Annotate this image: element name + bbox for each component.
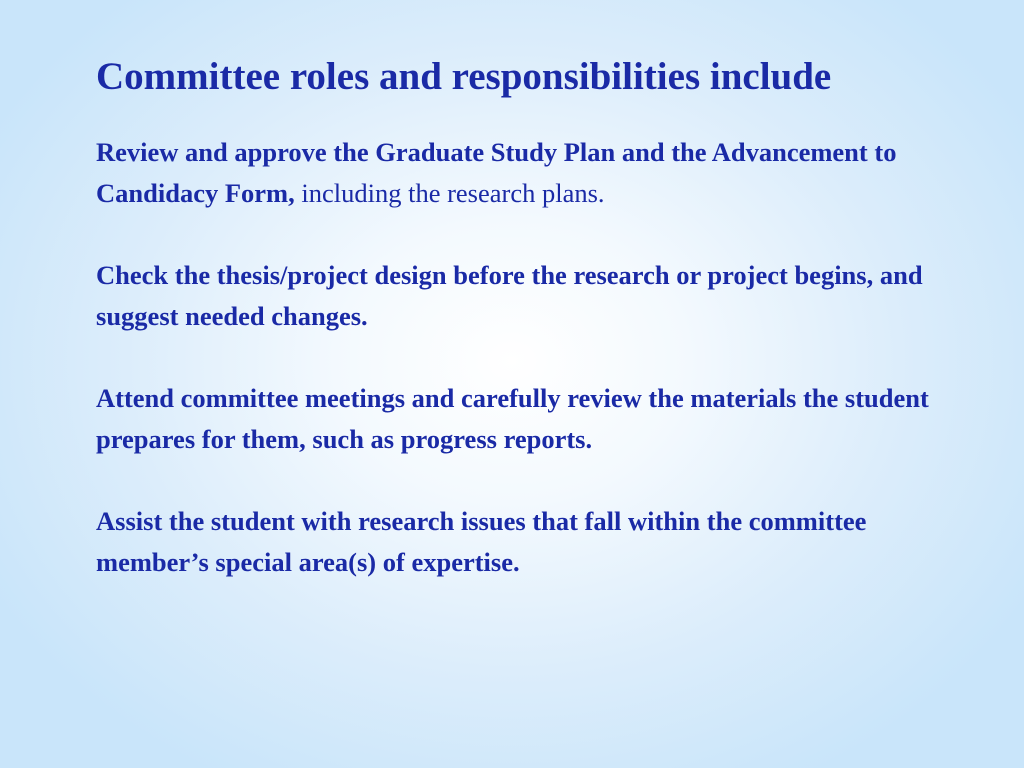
responsibility-item-bold-text: Check the thesis/project design before the research or project begins, and suggest needed changes. xyxy=(96,260,923,331)
responsibility-item-normal-text: including the research plans. xyxy=(294,178,605,208)
responsibility-item-bold-text: Review and approve the Graduate Study Plan and the Advancement to Candidacy Form, xyxy=(96,137,897,208)
slide-content xyxy=(96,52,976,624)
responsibility-item-attend-meetings xyxy=(96,378,976,460)
responsibility-item-review xyxy=(96,132,976,214)
responsibility-item-assist-student xyxy=(96,501,976,583)
responsibility-item-bold-text: Assist the student with research issues that fall within the committee member’s special area(s) of expertise. xyxy=(96,506,867,577)
responsibility-item-check-design xyxy=(96,255,976,337)
responsibility-item-bold-text: Attend committee meetings and carefully review the materials the student prepares for them, such as progress reports. xyxy=(96,383,929,454)
slide-title: Committee roles and responsibilities include xyxy=(96,55,832,98)
